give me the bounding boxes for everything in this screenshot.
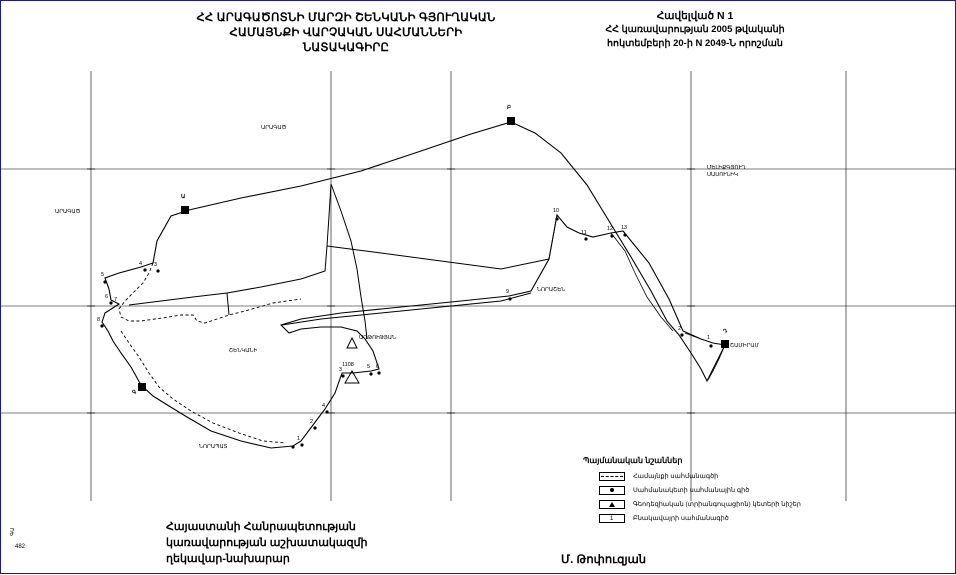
vertex-marker-d (721, 340, 729, 348)
legend-item (581, 512, 831, 524)
place-label: ՆՈՐԱՇԵՆ (537, 287, 566, 293)
vertex-markers (138, 117, 729, 391)
approval-line-1: ՀՀ կառավարության 2005 թվականի (605, 24, 785, 35)
point-number: 6 (105, 294, 109, 300)
point-number: 11 (581, 230, 587, 236)
settlement-boundary-dashed (119, 263, 301, 323)
point-number: 10 (553, 208, 560, 214)
point-number: 3 (154, 262, 158, 268)
dashed-line-icon (599, 472, 625, 481)
point-number: 2 (310, 419, 314, 425)
vertex-label-g: Գ (132, 390, 137, 396)
point-marker-icon (599, 486, 625, 495)
vertex-label-a: Ա (181, 194, 186, 200)
place-label: ԱՂԹՈՒԹՅԱՆ (359, 335, 397, 341)
approval-label: Հավելված N 1 (656, 10, 734, 22)
legend-title: Պայմանական նշաններ (583, 456, 683, 465)
page-title-line-2: ՀԱՄԱՅՆՔԻ ՎԱՐՉԱԿԱՆ ՍԱՀՄԱՆՆԵՐԻ (229, 27, 463, 39)
legend-item-label: Գեոդեզիական (տրիանգուլացիոն) կետերի նիշեր (633, 501, 801, 508)
point-number: 12 (607, 226, 614, 232)
place-label: ԱՐԱԳԱԾ (55, 209, 81, 215)
page-title-line-1: ՀՀ ԱՐԱԳԱԾՈՏՆԻ ՄԱՐԶԻ ՇԵՆԿԱՆԻ ԳՅՈՒՂԱԿԱՆ (196, 12, 496, 24)
signature-name: Մ. Թոփուզյան (561, 554, 647, 566)
point-number: 13 (621, 225, 628, 231)
triangle-icon-small (347, 338, 357, 348)
secondary-lines (549, 215, 728, 380)
signature-line-1: Հայաստանի Հանրապետության (166, 521, 356, 533)
place-label: ՇԱՄԻՐԱՄ (730, 343, 759, 349)
number-box-icon (599, 514, 625, 523)
point-number: 4 (139, 261, 143, 267)
legend-item-label: Բնակավայրի սահմանագիծ (633, 515, 729, 522)
vertex-label-d: Դ (723, 329, 728, 335)
point-number: 9 (506, 289, 510, 295)
legend-item (581, 484, 831, 496)
signature-line-3: ղեկավար-նախարար (166, 553, 290, 565)
elevation-label: 1108 (342, 362, 354, 368)
place-label: ՇԵՆԿԱՆԻ (229, 348, 258, 354)
legend-item-label: Սահմանակետի սահմանային գիծ (633, 487, 750, 494)
vertex-marker-g (138, 383, 146, 391)
point-number: 4 (322, 403, 326, 409)
signature-block-left (166, 519, 368, 567)
place-label: ՆՈՐԱՊԱՏ (199, 444, 228, 450)
legend-item (581, 470, 831, 482)
point-number: 1 (707, 335, 711, 341)
point-number: 3 (339, 367, 343, 373)
page-title-line-3: ՆԱՏԱԿԱԳԻՐԸ (302, 42, 390, 54)
legend-item (581, 498, 831, 510)
point-number: 6 (376, 364, 380, 370)
point-number: 8 (97, 317, 101, 323)
approval-line-2: հոկտեմբերի 20-ի N 2049-Ն որոշման (607, 38, 783, 49)
place-label: ՄԵԼԻՔԳՅՈՒՂ (707, 165, 746, 171)
legend (581, 456, 831, 526)
place-label: ՍԱՍՈՒՆԻԿ (707, 172, 739, 178)
point-number: 5 (101, 272, 105, 278)
point-number: 2 (678, 326, 682, 332)
grid-ticks (87, 169, 695, 413)
boundary-point-dots (100, 217, 712, 448)
legend-item-label: Համայնքի սահմանագծի (633, 473, 719, 480)
triangle-icon (599, 500, 625, 509)
side-code-2: 482 (15, 544, 26, 550)
geodetic-markers (345, 338, 359, 383)
signature-line-2: կառավարության աշխատակազմի (166, 537, 368, 549)
vertex-marker-a (181, 206, 189, 214)
grid-lines (1, 71, 956, 501)
point-number: 5 (367, 364, 371, 370)
vertex-label-b: Բ (507, 105, 512, 111)
vertex-marker-b (507, 117, 515, 125)
point-number: 7 (114, 297, 118, 303)
place-label: ԱՐԱԳԱԾ (261, 125, 287, 131)
point-number: 1 (297, 436, 301, 442)
side-code: ԳԱ (10, 527, 16, 536)
internal-division-lines (129, 184, 549, 339)
